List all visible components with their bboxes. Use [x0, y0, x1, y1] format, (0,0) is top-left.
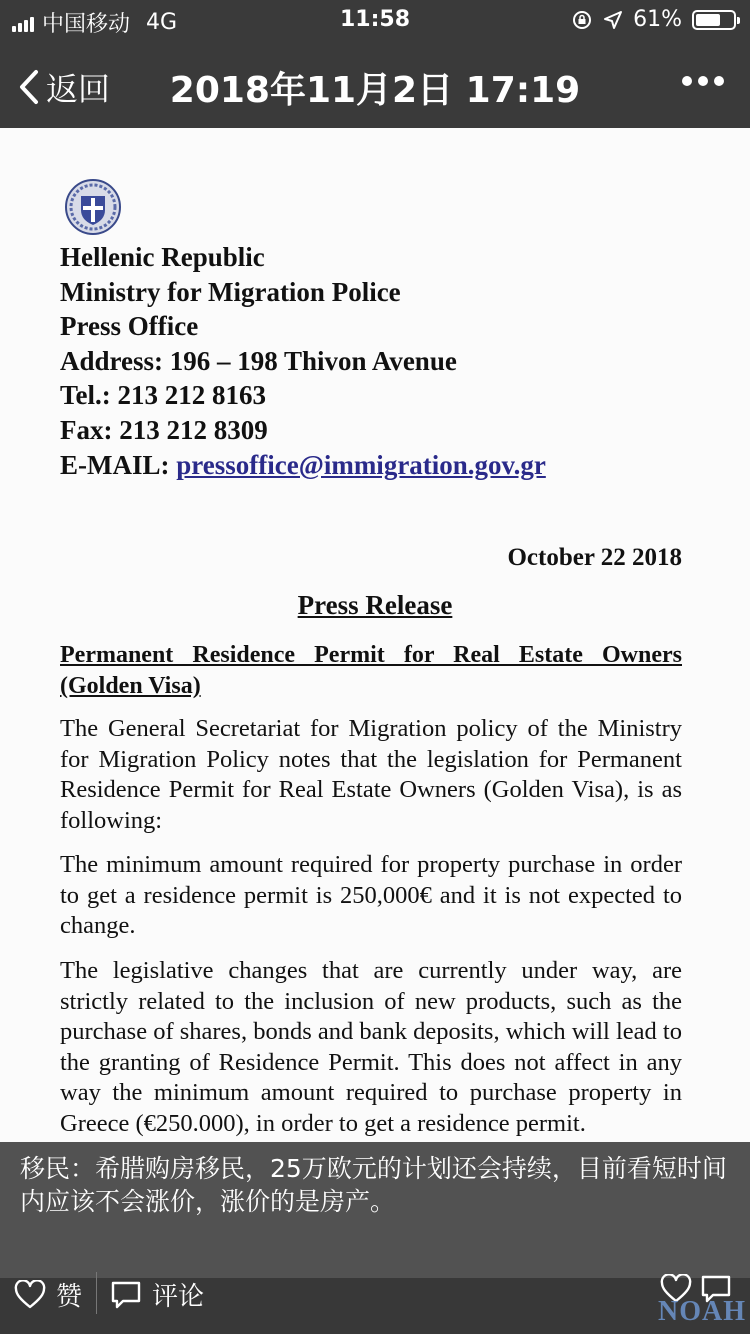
comment-label: 评论 — [152, 1282, 205, 1312]
status-right — [571, 7, 736, 32]
comment-icon — [110, 1280, 142, 1310]
nav-title: 2018年11月2日 17:19 — [169, 70, 581, 111]
letterhead-line: Press Office — [60, 311, 199, 342]
email-label: E-MAIL: — [60, 449, 170, 480]
watermark-logo: NOAH — [658, 1296, 746, 1327]
action-bar — [0, 1262, 750, 1334]
section-title-line: Permanent Residence Permit for Real Estate Owners — [60, 642, 682, 668]
greek-emblem-icon — [64, 178, 122, 236]
letterhead-line: Ministry for Migration Police — [60, 276, 401, 307]
email-link: pressoffice@immigration.gov.gr — [176, 449, 546, 480]
section-title — [60, 640, 682, 702]
letterhead-line: Tel.: 213 212 8163 — [60, 380, 267, 411]
release-date: October 22 2018 — [507, 544, 682, 571]
paragraph: The legislative changes that are currently under way, are strictly related to the inclusion of new products, such as the purchase of shares, bonds and bank deposits, which will lead to the granting of Residence Permit. This does not affect in any way the minimum amount required to purchase property in Greece (€250.000), in order to get a residence permit. — [60, 957, 682, 1137]
back-label: 返回 — [46, 70, 111, 108]
section-title-line: (Golden Visa) — [60, 673, 201, 699]
like-button[interactable] — [14, 1276, 82, 1313]
rotation-lock-icon — [571, 9, 593, 31]
email-line — [60, 448, 546, 483]
carrier-name: 中国移动 — [42, 12, 131, 37]
status-time: 11:58 — [339, 7, 411, 32]
nav-bar — [0, 40, 750, 128]
status-bar — [0, 0, 750, 40]
paragraph: The General Secretariat for Migration policy of the Ministry for Migration Policy notes that the legislation for Permanent Residence Permit for Real Estate Owners (Golden Visa), is as following: — [60, 715, 682, 834]
location-icon — [603, 10, 623, 30]
like-label: 赞 — [56, 1282, 83, 1312]
letterhead — [60, 240, 546, 482]
battery-percent: 61% — [633, 7, 682, 32]
letterhead-line: Address: 196 – 198 Thivon Avenue — [60, 345, 457, 376]
caption-text: 移民：希腊购房移民，25万欧元的计划还会持续，目前看短时间内应该不会涨价，涨价的是房产。 — [20, 1154, 727, 1216]
action-divider — [96, 1272, 97, 1314]
letterhead-line: Hellenic Republic — [60, 242, 265, 272]
press-release-title: Press Release — [297, 590, 453, 620]
more-options-icon[interactable] — [682, 76, 724, 86]
document-image — [0, 128, 750, 1278]
letterhead-line: Fax: 213 212 8309 — [60, 414, 268, 445]
heart-icon — [14, 1280, 46, 1310]
battery-icon — [692, 10, 736, 30]
paragraph: The minimum amount required for property purchase in order to get a residence permit is 250,000€ and it is not expected to change. — [60, 851, 682, 939]
network-type: 4G — [146, 10, 178, 35]
comment-button[interactable] — [110, 1276, 204, 1313]
